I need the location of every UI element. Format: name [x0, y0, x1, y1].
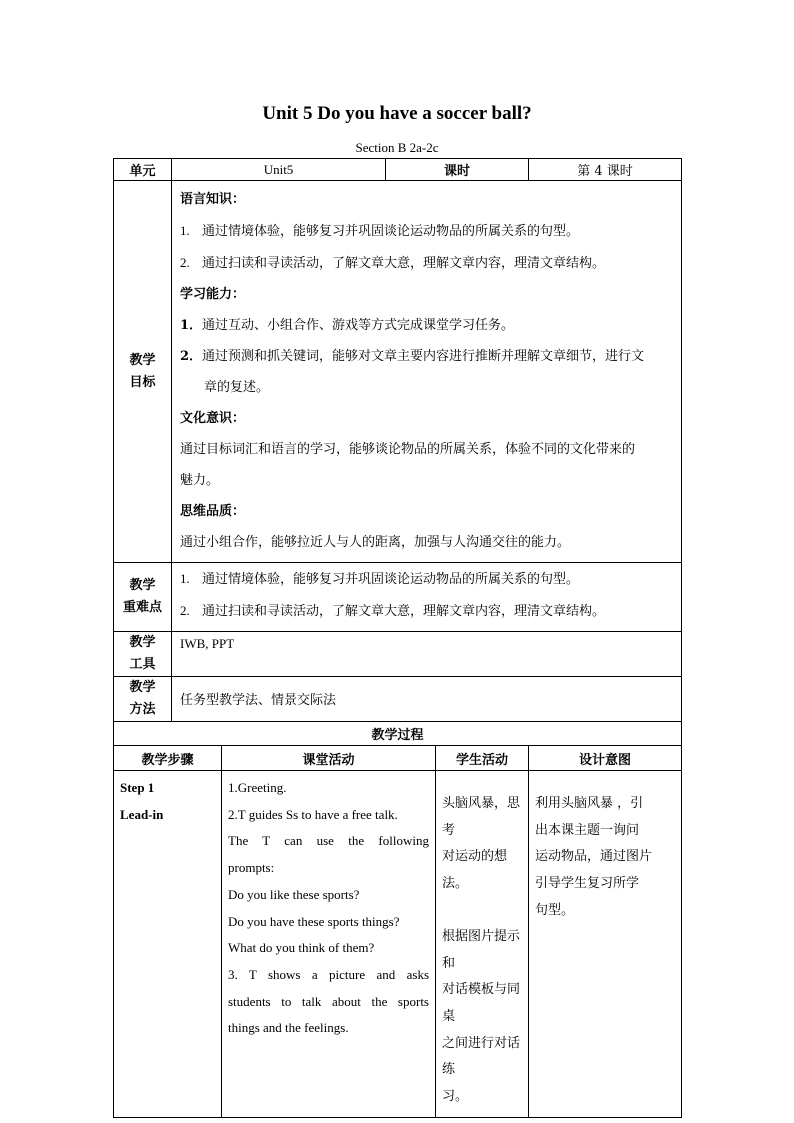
objectives-label: [114, 181, 172, 563]
class-activity-line: 3. T shows a picture and asks: [228, 966, 429, 982]
unit-label: 单元: [114, 159, 172, 181]
list-item: 2. 通过扫读和寻读活动，了解文章大意，理解文章内容，理清文章结构。: [180, 255, 606, 271]
document-title: Unit 5 Do you have a soccer ball?: [262, 103, 532, 124]
class-activity-line: 1.Greeting.: [228, 780, 287, 795]
objectives-content: [172, 181, 682, 563]
class-activity-line: The T can use the following: [228, 833, 429, 849]
class-activity-line: 2.T guides Ss to have a free talk.: [228, 806, 398, 822]
methods-row: [114, 677, 682, 722]
objectives-label-line-1: 教学: [129, 352, 156, 368]
unit-value: Unit5: [172, 159, 386, 181]
class-activity-line: things and the feelings.: [228, 1020, 349, 1036]
class-activity-line: Do you like these sports?: [228, 886, 360, 902]
thinking-text: 通过小组合作，能够拉近人与人的距离，加强与人沟通交往的能力。: [180, 535, 571, 550]
language-knowledge-heading: 语言知识：: [180, 192, 246, 207]
class-activity-line: prompts:: [228, 860, 275, 876]
key-points-content: [172, 563, 682, 632]
class-activity-line: students to talk about the sports: [228, 993, 429, 1009]
period-label: 课时: [386, 159, 529, 181]
process-title-row: [114, 722, 682, 746]
column-header-class-activity: 课堂活动: [222, 746, 436, 771]
student-activity-line: 头脑风暴，思考: [442, 796, 521, 838]
table-row: [114, 771, 682, 1118]
list-item: 1．通过互动、小组合作、游戏等方式完成课堂学习任务。: [180, 318, 515, 333]
culture-text-line-2: 魅力。: [180, 473, 220, 488]
list-item: 2．通过预测和抓关键词，能够对文章主要内容进行推断并理解文章细节，进行文: [180, 349, 645, 364]
design-intent-line: 句型。: [535, 902, 575, 918]
list-item: 1. 通过情境体验，能够复习并巩固谈论运动物品的所属关系的句型。: [180, 571, 580, 587]
list-item: 1. 通过情境体验，能够复习并巩固谈论运动物品的所属关系的句型。: [180, 223, 580, 239]
step-number: Step 1: [120, 780, 155, 795]
key-points-row: [114, 563, 682, 632]
key-points-label: 教学 重难点: [114, 563, 172, 632]
spacer: [442, 898, 522, 924]
culture-text-line-1: 通过目标词汇和语言的学习，能够谈论物品的所属关系，体验不同的文化带来的: [180, 442, 636, 457]
unit-row: [114, 159, 682, 181]
methods-value: 任务型教学法、情景交际法: [172, 677, 682, 722]
column-header-student-activity: 学生活动: [436, 746, 529, 771]
class-activity-cell: [222, 771, 436, 1118]
learning-ability-heading: 学习能力：: [180, 287, 246, 302]
thinking-quality-heading: 思维品质：: [180, 504, 246, 519]
list-item-continuation: 章的复述。: [204, 380, 270, 395]
step-cell: [114, 771, 222, 1118]
student-activity-line: 对运动的想法。: [442, 849, 508, 892]
objectives-label-line-2: 目标: [129, 374, 156, 390]
design-intent-line: 引导学生复习所学: [535, 876, 640, 892]
student-activity-line: 之间进行对话练: [442, 1035, 521, 1078]
student-activity-cell: [436, 771, 529, 1118]
class-activity-line: Do you have these sports things?: [228, 913, 400, 929]
methods-label: 教学 方法: [114, 677, 172, 722]
step-name: Lead-in: [120, 806, 164, 822]
design-intent-line: 出本课主题一询问: [535, 822, 640, 838]
culture-awareness-heading: 文化意识：: [180, 411, 246, 426]
list-item: 2. 通过扫读和寻读活动，了解文章大意，理解文章内容，理清文章结构。: [180, 603, 606, 619]
column-header-design-intent: 设计意图: [529, 746, 682, 771]
process-title: 教学过程: [114, 722, 682, 746]
design-intent-cell: [529, 771, 682, 1118]
process-header-row: [114, 746, 682, 771]
student-activity-line: 对话模板与同桌: [442, 982, 521, 1024]
student-activity-line: 根据图片提示和: [442, 928, 521, 971]
tools-value: IWB, PPT: [172, 632, 682, 677]
document-subtitle: Section B 2a-2c: [355, 140, 439, 155]
tools-label: 教学 工具: [114, 632, 172, 677]
column-header-steps: 教学步骤: [114, 746, 222, 771]
design-intent-line: 运动物品，通过图片: [535, 849, 653, 865]
tools-row: [114, 632, 682, 677]
class-activity-line: What do you think of them?: [228, 940, 375, 956]
objectives-row: [114, 181, 682, 563]
lesson-plan-table: [113, 158, 682, 1118]
period-value: 第 4 课时: [529, 159, 682, 181]
student-activity-line: 习。: [442, 1089, 469, 1105]
design-intent-line: 利用头脑风暴 ，引: [535, 796, 644, 811]
